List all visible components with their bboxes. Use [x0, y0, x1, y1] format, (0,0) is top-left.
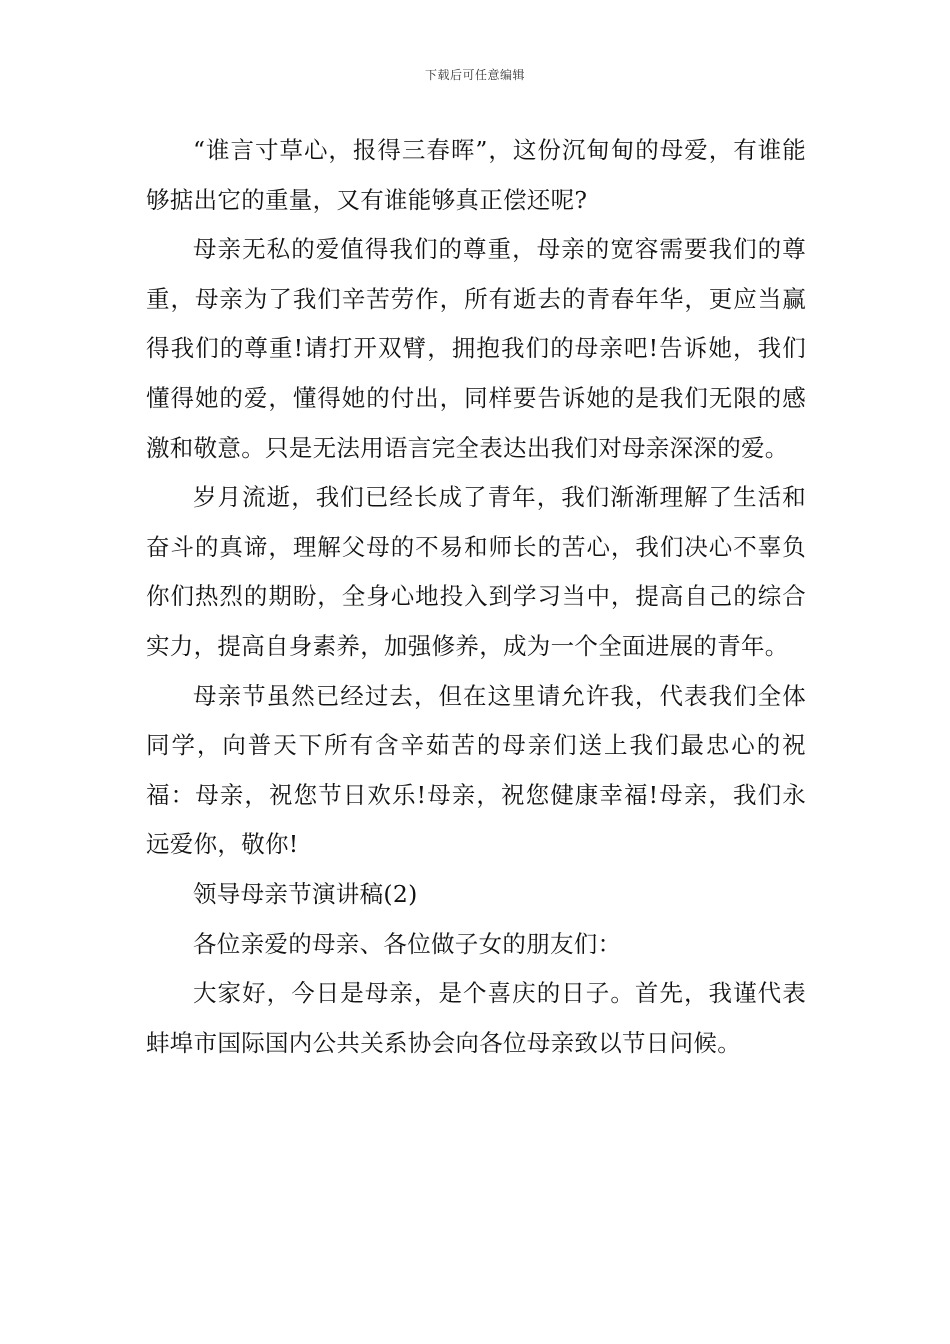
- paragraph-youth: 岁月流逝，我们已经长成了青年，我们渐渐理解了生活和奋斗的真谛，理解父母的不易和师长的苦心，我们决心不辜负你们热烈的期盼，全身心地投入到学习当中，提高自己的综合实力，提高自身素养，加强修养，成为一个全面进展的青年。: [146, 483, 806, 660]
- header-note: 下载后可任意编辑: [424, 68, 525, 82]
- section-title: 领导母亲节演讲稿(2): [193, 879, 418, 908]
- paragraph-blessing: 母亲节虽然已经过去，但在这里请允许我，代表我们全体同学，向普天下所有含辛茹苦的母亲们送上我们最忠心的祝福：母亲，祝您节日欢乐!母亲，祝您健康幸福!母亲，我们永远爱你，敬你!: [146, 681, 806, 859]
- document-body: [146, 126, 806, 1068]
- paragraph-respect: 母亲无私的爱值得我们的尊重，母亲的宽容需要我们的尊重，母亲为了我们辛苦劳作，所有逝去的青春年华，更应当赢得我们的尊重!请打开双臂，拥抱我们的母亲吧!告诉她，我们懂得她的爱，懂得她的付出，同样要告诉她的是我们无限的感激和敬意。只是无法用语言完全表达出我们对母亲深深的爱。: [146, 235, 806, 462]
- paragraph-greeting: 大家好，今日是母亲，是个喜庆的日子。首先，我谨代表蚌埠市国际国内公共关系协会向各位母亲致以节日问候。: [146, 979, 806, 1057]
- paragraph-quote: “谁言寸草心，报得三春晖”，这份沉甸甸的母爱，有谁能够掂出它的重量，又有谁能够真正偿还呢?: [146, 136, 806, 214]
- paragraph-salutation: 各位亲爱的母亲、各位做子女的朋友们：: [193, 929, 622, 958]
